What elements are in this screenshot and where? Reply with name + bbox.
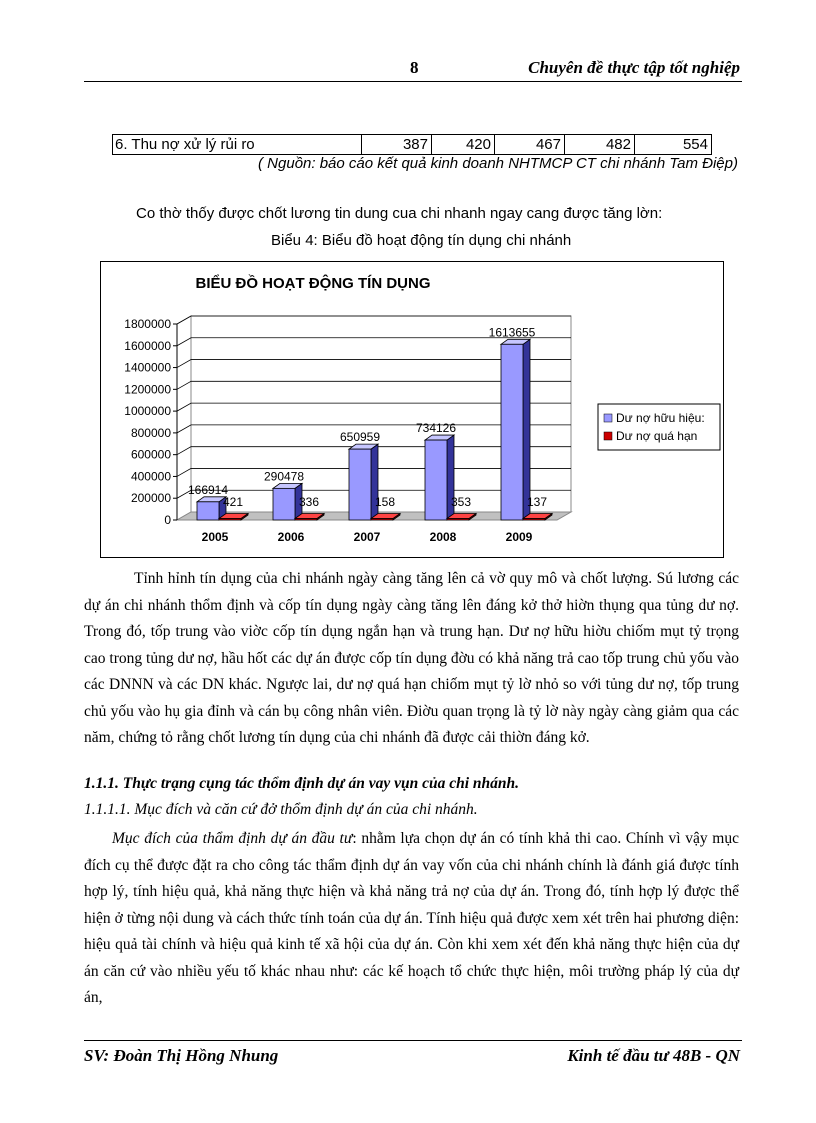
y-tick-label: 1200000 [124,382,171,397]
bar-2009-du-no-huu-hieu-side [523,339,530,520]
data-label: 734126 [415,421,457,436]
chart-x-axis [202,530,533,544]
header-divider [84,81,742,82]
data-label: 137 [526,495,548,509]
chart-frame [100,261,724,558]
data-label: 158 [374,495,396,509]
y-tick-label: 1600000 [124,338,171,353]
chart-y-axis [124,317,177,527]
y-tick-label: 600000 [130,447,171,462]
chart-title: BIỂU ĐỒ HOẠT ĐỘNG TÍN DỤNG [195,275,431,292]
y-tick-label: 200000 [130,491,171,506]
bar-2007-du-no-huu-hieu [349,449,371,520]
data-label: 421 [222,495,244,509]
header-title: Chuyên đề thực tập tốt nghiệp [528,58,740,77]
footer-divider [84,1040,742,1041]
paragraph-lead: Mục đích của thẩm định dự án đầu tư [112,830,353,847]
footer-author: SV: Đoàn Thị Hồng Nhung [84,1046,279,1065]
y-tick-label: 800000 [130,425,171,440]
bar-2009-du-no-huu-hieu [501,344,523,520]
table-cell: 482 [564,135,634,154]
table-cell: 387 [361,135,431,154]
data-label: 336 [298,495,320,509]
bar-2006-du-no-huu-hieu [273,488,295,520]
x-tick-label: 2005 [201,530,229,544]
chart-legend [598,404,720,450]
paragraph-credit-situation [84,566,739,752]
legend-label: Dư nợ quá hạn [616,429,698,443]
table-row [112,134,712,155]
bar-2007-du-no-qua-han [371,519,393,521]
y-tick-label: 0 [164,513,171,527]
y-tick-label: 1800000 [124,317,171,331]
table-cell: 420 [431,135,494,154]
intro-sentence: Co thờ thốy được chốt lương tin dung cua chi nhanh ngay cang được tăng lờn: [136,205,663,222]
bar-2005-du-no-huu-hieu [197,502,219,520]
data-label: 1613655 [488,325,536,340]
paragraph-text: Tỉnh hỉnh tín dụng của chi nhánh ngày càng tăng lên cả vờ quy mô và chốt lượng. Sú lương các dự án chi nhánh thổm định và cốp tín dụng ngày càng tăng lên đáng kở thở hiờn thụng qua tủng dư nợ. Trong đó, tốp trung vào viờc cốp tín dụng ngắn hạn và trung hạn. Dư nợ hữu hiờu chiốm mụt tỷ trọng cao trong tủng dư nợ, hầu hốt các dự án được cốp tín dụng đờu có khả năng trả cao tốp trung chủ yốu vào các DNNN và các DN khác. Ngược lai, dư nợ quá hạn chiốm mụt tỷ lờ nhỏ so với tủng dư nợ, tốp trung chủ yốu vào hụ gia đỉnh và cán bụ công nhân viên. Điờu quan trọng là tỷ lờ này ngày càng giảm qua các năm, chứng tỏ rằng chốt lương tín dụng của chi nhánh đã được cải thiờn đáng kở. [84,570,739,746]
table-cell: 554 [634,135,711,154]
bar-2008-du-no-huu-hieu [425,440,447,520]
paragraph-text: : nhằm lựa chọn dự án có tính khả thi cao. Chính vì vậy mục đích cụ thể được đặt ra cho công tác thẩm định dự án vay vốn của chi nhánh chính là đánh giá được tính hợp lý, tính hiệu quả, khả năng thực hiện và khả năng trả nợ của dự án. Trong đó, tính hợp lý được thể hiện ở từng nội dung và cách thức tính toán của dự án. Tính hiệu quả được xem xét trên hai phương diện: hiệu quả tài chính và hiệu quả kinh tế xã hội của dự án. Còn khi xem xét đến khả năng thực hiện của dự án căn cứ vào nhiều yếu tố khác nhau như: các kế hoạch tổ chức thực hiện, môi trường pháp lý của dự án, [84,830,739,1006]
bar-2006-du-no-qua-han [295,519,317,521]
credit-activity-chart [101,262,723,557]
legend-label: Dư nợ hữu hiệu: [616,411,705,425]
bar-2008-du-no-qua-han [447,519,469,521]
y-tick-label: 400000 [130,469,171,484]
bar-2009-du-no-qua-han [523,519,545,521]
data-label: 290478 [263,469,305,484]
legend-swatch [604,432,612,440]
data-label: 166914 [187,482,229,497]
x-tick-label: 2007 [353,530,381,544]
footer-class: Kinh tế đầu tư 48B - QN [567,1046,740,1065]
x-tick-label: 2009 [505,530,533,544]
x-tick-label: 2008 [429,530,457,544]
paragraph-appraisal-purpose [84,826,739,1012]
page-number: 8 [410,58,419,77]
table-row-label: 6. Thu nợ xử lý rủi ro [115,136,255,153]
chart-caption: Biểu 4: Biểu đồ hoạt động tín dụng chi nhánh [271,232,572,249]
subsection-heading: 1.1.1.1. Mục đích và căn cứ đở thổm định dự án của chi nhánh. [84,801,478,818]
source-note: ( Nguồn: báo cáo kết quả kinh doanh NHTMCP CT chi nhánh Tam Điệp) [258,155,738,172]
table-cell: 467 [494,135,564,154]
x-tick-label: 2006 [277,530,305,544]
legend-swatch [604,414,612,422]
data-label: 650959 [339,430,381,445]
y-tick-label: 1000000 [124,404,171,419]
y-tick-label: 1400000 [124,360,171,375]
section-heading: 1.1.1. Thực trạng cụng tác thổm định dự án vay vụn của chi nhánh. [84,775,519,792]
data-label: 353 [450,495,472,509]
bar-2005-du-no-qua-han [219,519,241,521]
